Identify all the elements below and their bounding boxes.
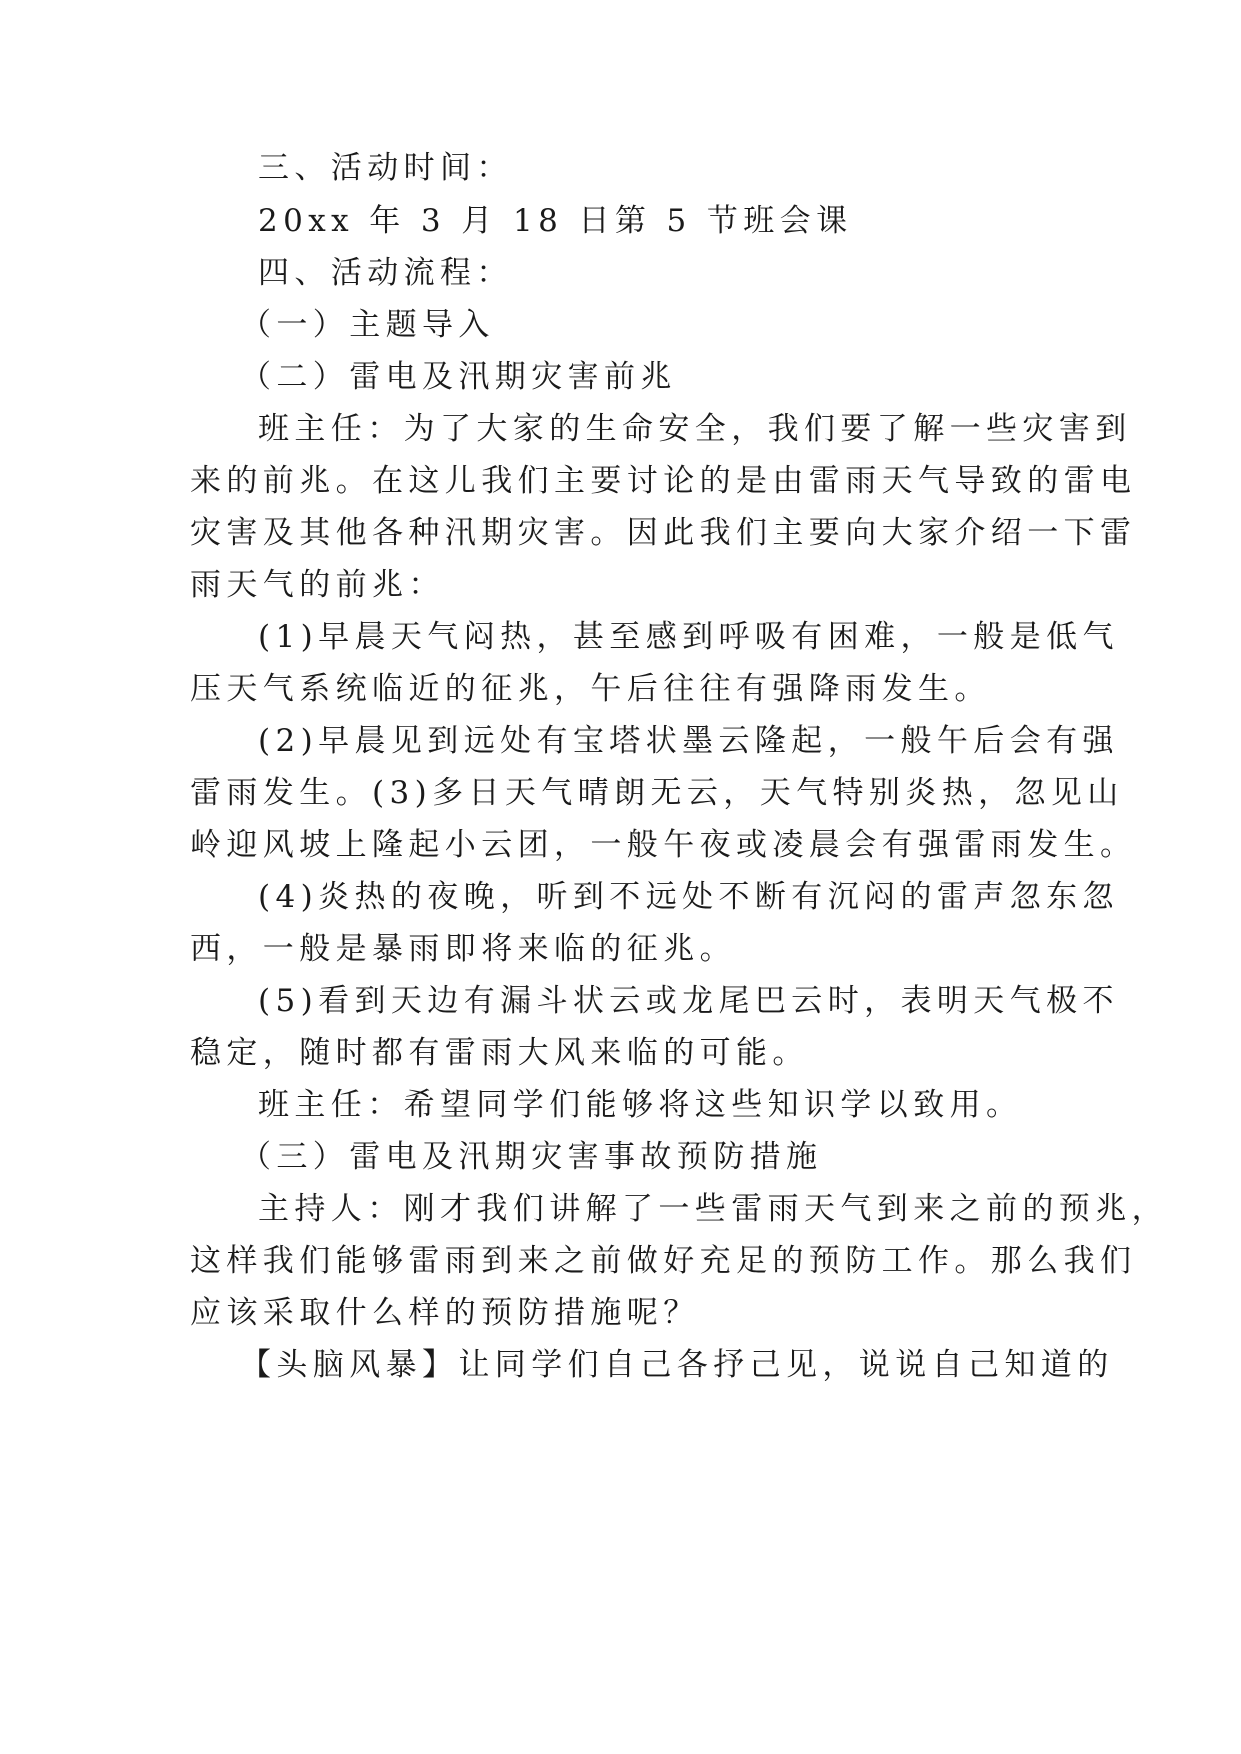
paragraph-line: 班主任：希望同学们能够将这些知识学以致用。	[258, 1087, 1023, 1123]
paragraph-line: 雨天气的前兆：	[190, 567, 445, 603]
paragraph-line: 这样我们能够雷雨到来之前做好充足的预防工作。那么我们	[190, 1243, 1137, 1279]
paragraph-line: 稳定，随时都有雷雨大风来临的可能。	[190, 1035, 809, 1071]
section-heading-activity-time: 三、活动时间：	[258, 150, 513, 186]
activity-date-line: 20xx 年 3 月 18 日第 5 节班会课	[258, 203, 853, 239]
paragraph-line: (4)炎热的夜晚，听到不远处不断有沉闷的雷声忽东忽	[258, 879, 1119, 915]
paragraph-line: 压天气系统临近的征兆，午后往往有强降雨发生。	[190, 671, 991, 707]
paragraph-line: 来的前兆。在这儿我们主要讨论的是由雷雨天气导致的雷电	[190, 463, 1137, 499]
paragraph-line: 【头脑风暴】让同学们自己各抒己见，说说自己知道的	[240, 1347, 1114, 1383]
paragraph-line: (2)早晨见到远处有宝塔状墨云隆起，一般午后会有强	[258, 723, 1119, 759]
subsection-heading-2: （二）雷电及汛期灾害前兆	[240, 359, 677, 395]
paragraph-line: 雷雨发生。(3)多日天气晴朗无云，天气特别炎热，忽见山	[190, 775, 1124, 811]
paragraph-line: 应该采取什么样的预防措施呢？	[190, 1295, 700, 1331]
subsection-heading-3: （三）雷电及汛期灾害事故预防措施	[240, 1139, 823, 1175]
paragraph-line: (1)早晨天气闷热，甚至感到呼吸有困难，一般是低气	[258, 619, 1119, 655]
subsection-heading-1: （一）主题导入	[240, 307, 495, 343]
section-heading-activity-process: 四、活动流程：	[258, 255, 513, 291]
paragraph-line: 灾害及其他各种汛期灾害。因此我们主要向大家介绍一下雷	[190, 515, 1137, 551]
paragraph-line: 主持人：刚才我们讲解了一些雷雨天气到来之前的预兆，	[258, 1191, 1168, 1227]
paragraph-line: 岭迎风坡上隆起小云团，一般午夜或凌晨会有强雷雨发生。	[190, 827, 1137, 863]
paragraph-line: 西，一般是暴雨即将来临的征兆。	[190, 931, 736, 967]
paragraph-line: 班主任：为了大家的生命安全，我们要了解一些灾害到	[258, 411, 1132, 447]
paragraph-line: (5)看到天边有漏斗状云或龙尾巴云时，表明天气极不	[258, 983, 1119, 1019]
